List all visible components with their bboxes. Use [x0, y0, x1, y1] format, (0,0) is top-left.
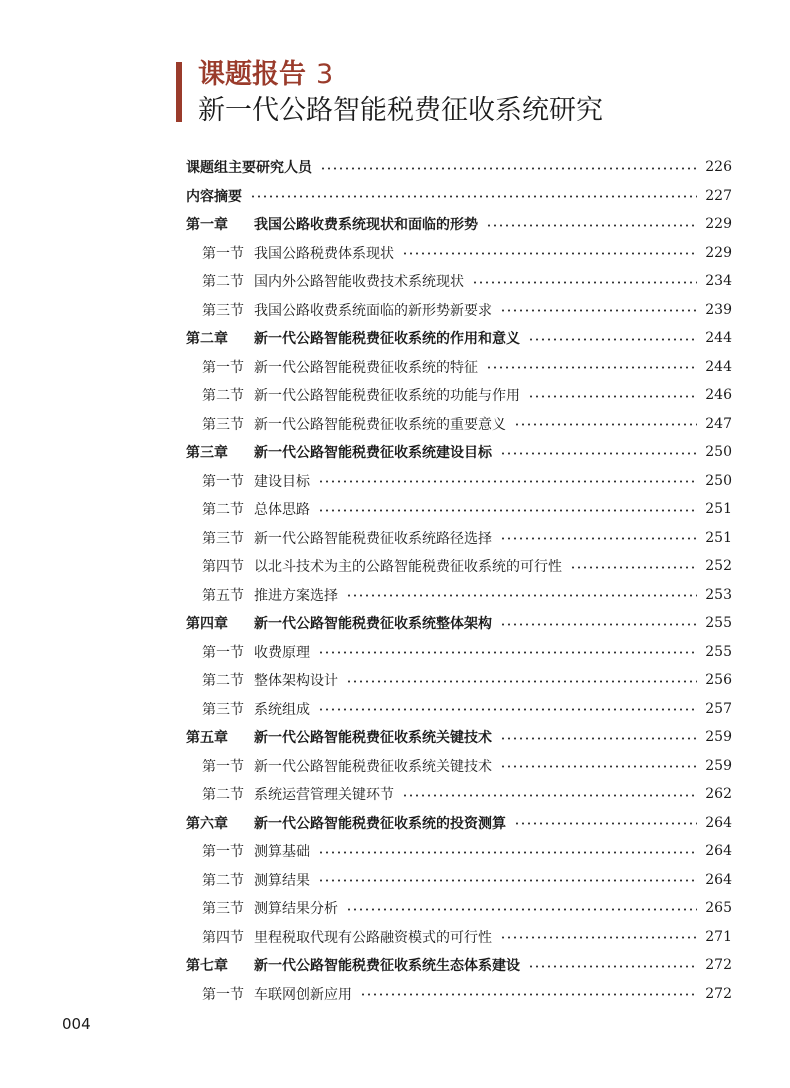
toc-entry-page: 259	[705, 757, 732, 774]
table-of-contents	[186, 153, 732, 1008]
dot-leader	[318, 509, 697, 512]
toc-entry-page: 253	[705, 586, 732, 603]
toc-entry-page: 244	[705, 358, 732, 375]
toc-entry-title: 测算结果	[254, 872, 310, 889]
dot-leader	[528, 395, 697, 398]
toc-section-row[interactable]	[186, 638, 732, 667]
toc-section-row[interactable]	[186, 980, 732, 1009]
toc-entry-number: 第一节	[202, 473, 244, 490]
toc-entry-number: 第一节	[202, 844, 244, 861]
toc-section-row[interactable]	[186, 410, 732, 439]
toc-entry-title: 整体架构设计	[254, 673, 338, 690]
report-heading	[198, 60, 333, 90]
toc-entry-title: 内容摘要	[186, 188, 242, 205]
toc-entry-number: 第三节	[202, 302, 244, 319]
toc-entry-page: 262	[705, 786, 732, 803]
report-number: 3	[316, 59, 334, 90]
dot-leader	[318, 708, 697, 711]
toc-entry-page: 259	[705, 729, 732, 746]
toc-entry-number: 第三节	[202, 901, 244, 918]
toc-entry-number: 第七章	[186, 958, 228, 975]
toc-entry-title: 收费原理	[254, 644, 310, 661]
toc-entry-number: 第二节	[202, 787, 244, 804]
toc-entry-number: 第二节	[202, 872, 244, 889]
toc-entry-page: 244	[705, 330, 732, 347]
toc-section-row[interactable]	[186, 267, 732, 296]
dot-leader	[500, 537, 697, 540]
toc-entry-page: 226	[705, 159, 732, 176]
toc-entry-title: 总体思路	[254, 502, 310, 519]
dot-leader	[402, 794, 697, 797]
toc-section-row[interactable]	[186, 695, 732, 724]
dot-leader	[318, 851, 697, 854]
toc-entry-page: 264	[705, 871, 732, 888]
toc-chapter-row[interactable]	[186, 809, 732, 838]
toc-entry-number: 第四节	[202, 559, 244, 576]
toc-entry-title: 系统运营管理关键环节	[254, 787, 394, 804]
dot-leader	[500, 309, 697, 312]
toc-entry-page: 246	[705, 387, 732, 404]
dot-leader	[500, 737, 697, 740]
toc-entry-title: 我国公路收费系统面临的新形势新要求	[254, 302, 492, 319]
toc-entry-page: 251	[705, 501, 732, 518]
dot-leader	[250, 195, 697, 198]
toc-entry-page: 272	[705, 957, 732, 974]
toc-entry-number: 第二节	[202, 274, 244, 291]
toc-entry-page: 251	[705, 529, 732, 546]
toc-entry-number: 第五章	[186, 730, 228, 747]
dot-leader	[360, 993, 697, 996]
toc-entry-number: 第一节	[202, 644, 244, 661]
toc-entry-title: 新一代公路智能税费征收系统的投资测算	[254, 815, 506, 832]
toc-entry-number: 第一节	[202, 758, 244, 775]
toc-entry-number: 第二节	[202, 502, 244, 519]
toc-entry-page: 272	[705, 985, 732, 1002]
toc-entry-title: 新一代公路智能税费征收系统生态体系建设	[254, 958, 520, 975]
toc-section-row[interactable]	[186, 239, 732, 268]
toc-section-row[interactable]	[186, 866, 732, 895]
dot-leader	[346, 908, 697, 911]
dot-leader	[318, 480, 697, 483]
toc-section-row[interactable]	[186, 837, 732, 866]
toc-chapter-row[interactable]	[186, 723, 732, 752]
dot-leader	[514, 423, 697, 426]
toc-entry-title: 里程税取代现有公路融资模式的可行性	[254, 929, 492, 946]
toc-entry-number: 第一节	[202, 986, 244, 1003]
toc-entry-title: 以北斗技术为主的公路智能税费征收系统的可行性	[254, 559, 562, 576]
toc-section-row[interactable]	[186, 524, 732, 553]
toc-entry-title: 建设目标	[254, 473, 310, 490]
page-number: 004	[62, 1015, 91, 1033]
toc-entry-page: 264	[705, 843, 732, 860]
toc-entry-title: 新一代公路智能税费征收系统的重要意义	[254, 416, 506, 433]
toc-entry-page: 234	[705, 273, 732, 290]
toc-section-row[interactable]	[186, 752, 732, 781]
toc-entry-title: 新一代公路智能税费征收系统建设目标	[254, 445, 492, 462]
toc-section-row[interactable]	[186, 296, 732, 325]
toc-entry-page: 257	[705, 700, 732, 717]
toc-section-row[interactable]	[186, 353, 732, 382]
dot-leader	[318, 879, 697, 882]
dot-leader	[570, 566, 697, 569]
dot-leader	[500, 765, 697, 768]
dot-leader	[346, 680, 697, 683]
dot-leader	[500, 623, 697, 626]
toc-chapter-row[interactable]	[186, 609, 732, 638]
toc-chapter-row[interactable]	[186, 182, 732, 211]
dot-leader	[528, 338, 697, 341]
dot-leader	[486, 224, 697, 227]
toc-section-row[interactable]	[186, 581, 732, 610]
toc-entry-title: 系统组成	[254, 701, 310, 718]
toc-entry-page: 247	[705, 415, 732, 432]
dot-leader	[320, 167, 697, 170]
toc-chapter-row[interactable]	[186, 210, 732, 239]
toc-entry-title: 国内外公路智能收费技术系统现状	[254, 274, 464, 291]
toc-entry-number: 第二节	[202, 388, 244, 405]
toc-entry-number: 第四节	[202, 929, 244, 946]
toc-entry-title: 我国公路税费体系现状	[254, 245, 394, 262]
toc-entry-title: 新一代公路智能税费征收系统的作用和意义	[254, 331, 520, 348]
toc-chapter-row[interactable]	[186, 324, 732, 353]
dot-leader	[486, 366, 697, 369]
toc-entry-title: 课题组主要研究人员	[186, 160, 312, 177]
toc-entry-number: 第三节	[202, 701, 244, 718]
toc-section-row[interactable]	[186, 780, 732, 809]
toc-entry-number: 第四章	[186, 616, 228, 633]
dot-leader	[402, 252, 697, 255]
dot-leader	[500, 452, 697, 455]
toc-entry-page: 271	[705, 928, 732, 945]
toc-entry-page: 229	[705, 216, 732, 233]
dot-leader	[472, 281, 697, 284]
toc-entry-page: 250	[705, 444, 732, 461]
toc-entry-number: 第三节	[202, 416, 244, 433]
dot-leader	[346, 594, 697, 597]
toc-entry-number: 第三章	[186, 445, 228, 462]
toc-entry-number: 第一节	[202, 359, 244, 376]
toc-entry-title: 新一代公路智能税费征收系统的功能与作用	[254, 388, 520, 405]
toc-entry-page: 265	[705, 900, 732, 917]
toc-section-row[interactable]	[186, 381, 732, 410]
toc-entry-page: 255	[705, 615, 732, 632]
toc-entry-page: 256	[705, 672, 732, 689]
dot-leader	[500, 936, 697, 939]
toc-entry-title: 测算结果分析	[254, 901, 338, 918]
toc-entry-title: 测算基础	[254, 844, 310, 861]
dot-leader	[528, 965, 697, 968]
toc-section-row[interactable]	[186, 467, 732, 496]
toc-entry-number: 第五节	[202, 587, 244, 604]
toc-entry-page: 227	[705, 187, 732, 204]
toc-entry-number: 第二章	[186, 331, 228, 348]
report-label: 课题报告	[198, 59, 306, 90]
toc-entry-title: 新一代公路智能税费征收系统关键技术	[254, 758, 492, 775]
toc-entry-title: 新一代公路智能税费征收系统关键技术	[254, 730, 492, 747]
toc-entry-title: 车联网创新应用	[254, 986, 352, 1003]
toc-entry-number: 第一章	[186, 217, 228, 234]
toc-entry-number: 第三节	[202, 530, 244, 547]
toc-entry-page: 255	[705, 643, 732, 660]
toc-section-row[interactable]	[186, 923, 732, 952]
report-subtitle: 新一代公路智能税费征收系统研究	[198, 95, 603, 126]
toc-chapter-row[interactable]	[186, 153, 732, 182]
toc-chapter-row[interactable]	[186, 951, 732, 980]
toc-section-row[interactable]	[186, 666, 732, 695]
toc-entry-page: 229	[705, 244, 732, 261]
toc-entry-title: 新一代公路智能税费征收系统的特征	[254, 359, 478, 376]
toc-section-row[interactable]	[186, 894, 732, 923]
dot-leader	[318, 651, 697, 654]
toc-entry-number: 第二节	[202, 673, 244, 690]
toc-section-row[interactable]	[186, 552, 732, 581]
dot-leader	[514, 822, 697, 825]
toc-entry-number: 第一节	[202, 245, 244, 262]
toc-entry-number: 第六章	[186, 815, 228, 832]
toc-entry-title: 新一代公路智能税费征收系统整体架构	[254, 616, 492, 633]
toc-entry-page: 252	[705, 558, 732, 575]
toc-section-row[interactable]	[186, 495, 732, 524]
toc-entry-page: 239	[705, 301, 732, 318]
toc-entry-title: 推进方案选择	[254, 587, 338, 604]
toc-chapter-row[interactable]	[186, 438, 732, 467]
toc-entry-page: 250	[705, 472, 732, 489]
toc-entry-title: 新一代公路智能税费征收系统路径选择	[254, 530, 492, 547]
toc-entry-page: 264	[705, 814, 732, 831]
toc-entry-title: 我国公路收费系统现状和面临的形势	[254, 217, 478, 234]
accent-bar	[176, 62, 182, 122]
